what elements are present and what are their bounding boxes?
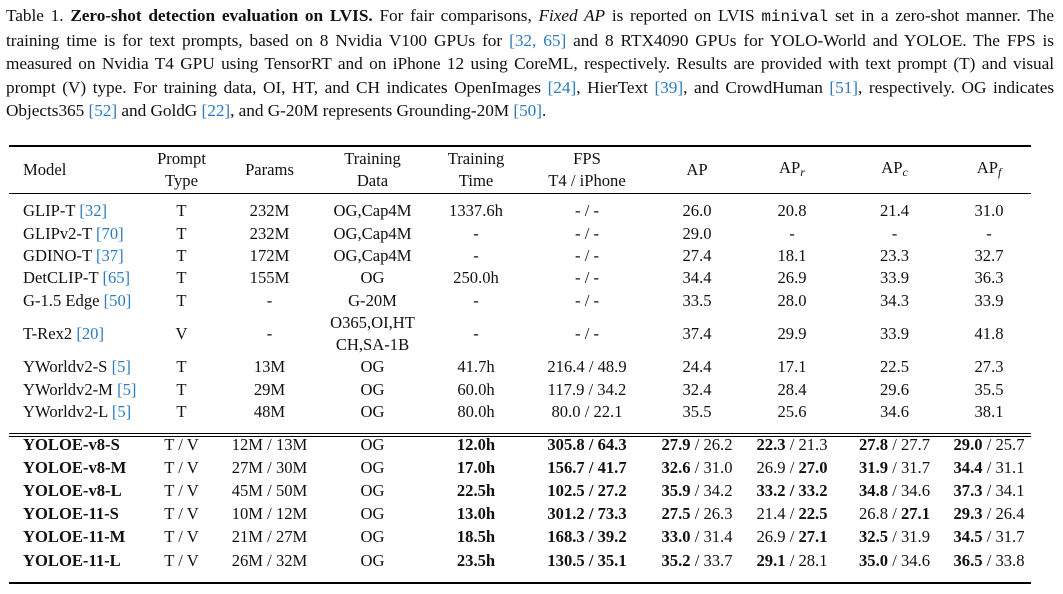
cell-prompt: T [176, 245, 187, 265]
cell-fps: - / - [575, 223, 599, 243]
table-top-rule [9, 145, 1031, 147]
cell-params: 12M / 13M [231, 434, 308, 454]
value-visual-prompt: / 25.7 [982, 434, 1025, 454]
value-text-prompt: 29.1 [756, 550, 786, 570]
cell-ap [652, 503, 742, 526]
cell-apr [742, 549, 842, 572]
cell-params: 10M / 12M [231, 504, 308, 524]
cell-params: 232M [249, 223, 290, 243]
citation-link[interactable]: [5] [111, 357, 131, 377]
cell-apf: 32.7 [974, 245, 1004, 265]
table-row [9, 200, 1031, 222]
data-line: CH,SA-1B [335, 334, 410, 354]
value-visual-prompt: / 31.9 [888, 527, 930, 547]
cell-apc [842, 456, 947, 479]
cell-time: 80.0h [457, 401, 495, 421]
value-text-prompt: 32.5 [859, 527, 889, 547]
value-visual-prompt: / 31.7 [982, 527, 1025, 547]
cell-model [9, 378, 139, 400]
cell-fps: 130.5 / 35.1 [547, 550, 627, 570]
cell-ap: 32.4 [682, 379, 712, 399]
cell-apr [742, 456, 842, 479]
value-visual-prompt: / 21.3 [785, 434, 828, 454]
table-row-yoloe [9, 549, 1031, 572]
cell-prompt: T / V [164, 434, 199, 454]
table-row-yoloe [9, 526, 1031, 549]
cell-model [9, 267, 139, 289]
caption-text: and GoldG [121, 100, 198, 120]
cell-apf: 33.9 [974, 290, 1004, 310]
cell-apf: 38.1 [974, 401, 1004, 421]
cell-time: 60.0h [457, 379, 495, 399]
value-text-prompt: 35.9 [661, 481, 691, 501]
citation-link[interactable]: [50] [513, 100, 542, 120]
cell-apc: 34.3 [879, 290, 910, 310]
value-visual-prompt: / 26.4 [982, 504, 1025, 524]
cell-apc: 29.6 [879, 379, 910, 399]
value-visual-prompt: 27.0 [798, 457, 828, 477]
citation-link[interactable]: [39] [654, 77, 684, 97]
table-row-yoloe [9, 503, 1031, 526]
citation-link[interactable]: [37] [95, 245, 124, 265]
cell-apr [742, 433, 842, 456]
cell-prompt: T [176, 357, 187, 377]
value-text-prompt: 21.4 / [756, 504, 799, 524]
cell-data [315, 312, 430, 356]
cell-data: OG [360, 550, 385, 570]
model-name: G-1.5 Edge [23, 290, 100, 310]
citation-link[interactable]: [22] [201, 100, 231, 120]
caption-text: set in a zero-shot manner. The training time is for text prompts, based on 8 Nvidia V100 GPUs for [6, 6, 1054, 51]
cell-model [9, 200, 139, 222]
cell-prompt: T / V [164, 481, 199, 501]
value-text-prompt: 33.2 [756, 481, 786, 501]
value-visual-prompt: / 34.1 [982, 481, 1025, 501]
model-name: T-Rex2 [23, 323, 73, 343]
cell-time: - [473, 323, 479, 343]
cell-prompt: V [175, 323, 188, 343]
value-visual-prompt: / 27.7 [888, 434, 930, 454]
cell-time: 12.0h [456, 434, 496, 454]
cell-apr [742, 503, 842, 526]
cell-data: OG [360, 401, 385, 421]
cell-fps: - / - [575, 268, 599, 288]
cell-ap [652, 526, 742, 549]
value-text-prompt: 37.3 [953, 481, 983, 501]
cell-apr: 25.6 [777, 401, 807, 421]
caption-text: For fair comparisons, [379, 6, 532, 25]
cell-fps: 156.7 / 41.7 [547, 457, 627, 477]
value-text-prompt: 26.8 / [859, 504, 901, 524]
cell-time: 1337.6h [449, 201, 503, 221]
value-visual-prompt: 22.5 [798, 504, 828, 524]
value-visual-prompt: / 31.4 [690, 527, 733, 547]
cell-data: OG [360, 434, 385, 454]
cell-apr: - [789, 223, 795, 243]
cell-apr: 17.1 [777, 357, 807, 377]
cell-time: - [473, 245, 479, 265]
cell-model: YOLOE-11-L [23, 550, 121, 570]
caption-text: is reported on LVIS [611, 6, 755, 25]
cell-apf: 35.5 [974, 379, 1004, 399]
cell-prompt: T / V [164, 527, 199, 547]
cell-params: 232M [249, 201, 290, 221]
cell-time: - [473, 223, 479, 243]
model-name: GDINO-T [23, 245, 92, 265]
cell-data: G-20M [348, 290, 397, 310]
cell-apc: 21.4 [879, 201, 910, 221]
cell-apr: 20.8 [777, 201, 807, 221]
table-bottom-rule [9, 582, 1031, 584]
cell-params: 45M / 50M [231, 481, 308, 501]
citation-link[interactable]: [51] [829, 77, 859, 97]
cell-model [9, 356, 139, 378]
cell-time: 13.0h [456, 504, 496, 524]
value-visual-prompt: / 28.1 [785, 550, 828, 570]
cell-ap [652, 480, 742, 503]
cell-model: YOLOE-11-M [23, 527, 126, 547]
cell-prompt: T / V [164, 457, 199, 477]
cell-apf: 31.0 [974, 201, 1004, 221]
cell-data: OG,Cap4M [333, 245, 412, 265]
cell-fps: 301.2 / 73.3 [547, 504, 627, 524]
citation-link[interactable]: [5] [111, 401, 132, 421]
cell-prompt: T [176, 379, 187, 399]
cell-apr: 28.4 [777, 379, 807, 399]
value-text-prompt: 29.3 [953, 504, 983, 524]
value-text-prompt: 27.5 [661, 504, 691, 524]
caption-text: , and CrowdHuman [683, 77, 823, 97]
value-text-prompt: 29.0 [953, 434, 983, 454]
table-row-yoloe [9, 456, 1031, 479]
citation-link[interactable]: [20] [76, 323, 104, 343]
col-model: Model [23, 160, 67, 179]
cell-ap: 37.4 [682, 323, 712, 343]
value-visual-prompt: / 31.7 [888, 457, 930, 477]
cell-fps: 168.3 / 39.2 [547, 527, 627, 547]
table-row [9, 222, 1031, 244]
cell-apr: 26.9 [777, 268, 807, 288]
cell-model [9, 401, 139, 423]
model-name: YWorldv2-S [23, 357, 108, 377]
cell-apf: 41.8 [974, 323, 1004, 343]
cell-fps: - / - [575, 245, 599, 265]
cell-params: - [266, 323, 273, 343]
cell-apr [742, 526, 842, 549]
citation-link[interactable]: [65] [102, 268, 131, 288]
header-row [9, 148, 1031, 192]
value-text-prompt: 35.2 [661, 550, 691, 570]
cell-params: - [266, 290, 273, 310]
col-ap: AP [686, 160, 708, 179]
value-text-prompt: 22.3 [756, 434, 786, 454]
cell-prompt: T [176, 268, 187, 288]
value-text-prompt: 27.9 [661, 434, 691, 454]
cell-time: 250.0h [453, 268, 499, 288]
cell-ap: 29.0 [682, 223, 712, 243]
cell-data: OG [360, 379, 385, 399]
caption-text: , respectively. OG indicates Objects365 [6, 77, 1054, 120]
cell-model: YOLOE-v8-S [23, 434, 120, 454]
data-line: O365,OI,HT [330, 312, 415, 332]
cell-apc [842, 526, 947, 549]
caption-text: , HierText [576, 77, 648, 97]
cell-ap [652, 433, 742, 456]
cell-time: 22.5h [456, 481, 496, 501]
cell-apr: 18.1 [777, 245, 807, 265]
value-text-prompt: 35.0 [859, 550, 889, 570]
cell-apc [842, 480, 947, 503]
citation-link[interactable]: [50] [103, 290, 132, 310]
col-params: Params [245, 160, 294, 179]
cell-apc: 33.9 [879, 268, 910, 288]
cell-time: 41.7h [457, 357, 495, 377]
cell-apc [842, 503, 947, 526]
caption-label: Table 1. [6, 6, 64, 25]
cell-data: OG [360, 504, 385, 524]
cell-model [9, 290, 139, 312]
cell-model [9, 312, 139, 356]
cell-prompt: T / V [164, 504, 199, 524]
cell-apr [742, 480, 842, 503]
value-text-prompt: 32.6 [661, 457, 691, 477]
value-text-prompt: 36.5 [953, 550, 983, 570]
value-text-prompt: 31.9 [859, 457, 889, 477]
cell-params: 27M / 30M [231, 457, 308, 477]
cell-apf: 36.3 [974, 268, 1004, 288]
citation-link[interactable]: [5] [117, 379, 137, 399]
cell-apr: 29.9 [777, 323, 807, 343]
cell-fps: - / - [575, 201, 599, 221]
cell-model: YOLOE-v8-M [23, 457, 127, 477]
cell-apf [947, 549, 1031, 572]
value-visual-prompt: 27.1 [798, 527, 828, 547]
col-time: Training Time [447, 149, 505, 190]
cell-prompt: T [176, 223, 187, 243]
cell-model [9, 245, 139, 267]
cell-data: OG,Cap4M [333, 223, 412, 243]
cell-ap [652, 549, 742, 572]
cell-params: 48M [253, 401, 286, 421]
cell-fps: 305.8 / 64.3 [547, 434, 627, 454]
cell-params: 26M / 32M [231, 550, 308, 570]
cell-apc: 34.6 [879, 401, 910, 421]
value-visual-prompt: / 33.2 [785, 481, 828, 501]
value-visual-prompt: / 34.2 [690, 481, 733, 501]
table-row [9, 290, 1031, 312]
cell-apf [947, 480, 1031, 503]
citation-link[interactable]: [52] [88, 100, 118, 120]
cell-apc [842, 433, 947, 456]
table-row [9, 267, 1031, 289]
cell-fps: - / - [575, 290, 599, 310]
caption-text: and 8 RTX4090 GPUs for YOLO-World and YOLOE. The FPS is measured on Nvidia T4 GPU using TensorRT and on iPhone 12 using CoreML, respectively. Results are provided with text prompt (T) and visual prompt (V) type. For training data, OI, HT, and CH indicates OpenImages [6, 31, 1054, 97]
cell-params: 13M [253, 357, 286, 377]
cell-apf [947, 526, 1031, 549]
cell-fps: 102.5 / 27.2 [547, 481, 627, 501]
cell-apr: 28.0 [777, 290, 807, 310]
citation-link[interactable]: [32, [509, 31, 537, 51]
citation-link[interactable]: [70] [96, 223, 124, 243]
cell-model [9, 222, 139, 244]
caption-minival: minival [761, 8, 829, 26]
table-row [9, 312, 1031, 356]
cell-ap: 27.4 [682, 245, 712, 265]
col-apf: $AP_f$ [976, 158, 1002, 179]
cell-apc: 23.3 [879, 245, 910, 265]
col-data: Training Data [344, 149, 401, 190]
table-row [9, 401, 1031, 423]
value-text-prompt: 34.8 [859, 481, 889, 501]
value-text-prompt: 34.4 [953, 457, 983, 477]
value-visual-prompt: / 34.6 [888, 481, 930, 501]
value-visual-prompt: / 34.6 [888, 550, 930, 570]
col-apc: $AP_c$ [881, 158, 908, 179]
caption-fixed-ap: Fixed AP [538, 6, 606, 25]
cell-fps: - / - [575, 323, 599, 343]
cell-data: OG [360, 481, 385, 501]
col-prompt: Prompt Type [157, 149, 206, 190]
cell-apf [947, 503, 1031, 526]
model-name: DetCLIP-T [23, 268, 99, 288]
cell-fps: 216.4 / 48.9 [547, 357, 627, 377]
table-row-yoloe [9, 480, 1031, 503]
table-row [9, 245, 1031, 267]
cell-apf: 27.3 [974, 357, 1004, 377]
cell-ap: 26.0 [682, 201, 712, 221]
caption-title: Zero-shot detection evaluation on LVIS. [70, 6, 373, 25]
table-row [9, 378, 1031, 400]
cell-apc: - [891, 223, 898, 243]
cell-time: 17.0h [456, 457, 496, 477]
citation-link[interactable]: 65] [543, 31, 567, 51]
cell-prompt: T / V [164, 550, 199, 570]
cell-model: YOLOE-v8-L [23, 481, 122, 501]
col-fps: FPS T4 / iPhone [548, 149, 626, 190]
cell-apc: 33.9 [879, 323, 910, 343]
value-visual-prompt: / 33.7 [690, 550, 733, 570]
cell-prompt: T [176, 290, 187, 310]
cell-time: - [473, 290, 479, 310]
cell-data: OG [360, 527, 385, 547]
value-visual-prompt: 27.1 [900, 504, 930, 524]
cell-ap: 35.5 [682, 401, 712, 421]
cell-prompt: T [176, 201, 187, 221]
caption-text: , and G-20M represents Grounding-20M [230, 100, 510, 120]
value-text-prompt: 27.8 [859, 434, 889, 454]
model-name: YWorldv2-L [23, 401, 108, 421]
results-table [9, 148, 1031, 572]
cell-ap [652, 456, 742, 479]
model-name: GLIPv2-T [23, 223, 92, 243]
cell-ap: 34.4 [682, 268, 712, 288]
cell-params: 172M [249, 245, 290, 265]
cell-ap: 24.4 [682, 357, 712, 377]
cell-fps: 117.9 / 34.2 [547, 379, 627, 399]
value-text-prompt: 26.9 / [756, 457, 799, 477]
value-visual-prompt: / 31.1 [982, 457, 1025, 477]
table-row [9, 356, 1031, 378]
table-caption [6, 4, 1054, 122]
value-visual-prompt: / 26.3 [690, 504, 733, 524]
cell-time: 23.5h [456, 550, 496, 570]
cell-apf [947, 433, 1031, 456]
value-visual-prompt: / 33.8 [982, 550, 1025, 570]
cell-fps: 80.0 / 22.1 [551, 401, 623, 421]
cell-params: 21M / 27M [231, 527, 308, 547]
cell-time: 18.5h [456, 527, 496, 547]
table-row-yoloe [9, 433, 1031, 456]
cell-data: OG,Cap4M [333, 201, 412, 221]
cell-data: OG [360, 268, 385, 288]
model-name: YWorldv2-M [23, 379, 113, 399]
value-visual-prompt: / 26.2 [690, 434, 733, 454]
value-text-prompt: 33.0 [661, 527, 691, 547]
citation-link[interactable]: [32] [79, 201, 108, 221]
cell-prompt: T [176, 401, 187, 421]
caption-text: . [541, 100, 547, 120]
cell-apc [842, 549, 947, 572]
cell-params: 29M [253, 379, 286, 399]
cell-data: OG [360, 457, 385, 477]
cell-data: OG [360, 357, 385, 377]
cell-model: YOLOE-11-S [23, 504, 119, 524]
cell-apc: 22.5 [879, 357, 910, 377]
cell-ap: 33.5 [682, 290, 712, 310]
cell-apf [947, 456, 1031, 479]
cell-params: 155M [249, 268, 290, 288]
col-apr: $AP_r$ [779, 158, 805, 179]
value-visual-prompt: / 31.0 [690, 457, 733, 477]
cell-apf: - [986, 223, 992, 243]
citation-link[interactable]: [24] [547, 77, 577, 97]
value-text-prompt: 34.5 [953, 527, 983, 547]
value-text-prompt: 26.9 / [756, 527, 799, 547]
model-name: GLIP-T [23, 201, 76, 221]
